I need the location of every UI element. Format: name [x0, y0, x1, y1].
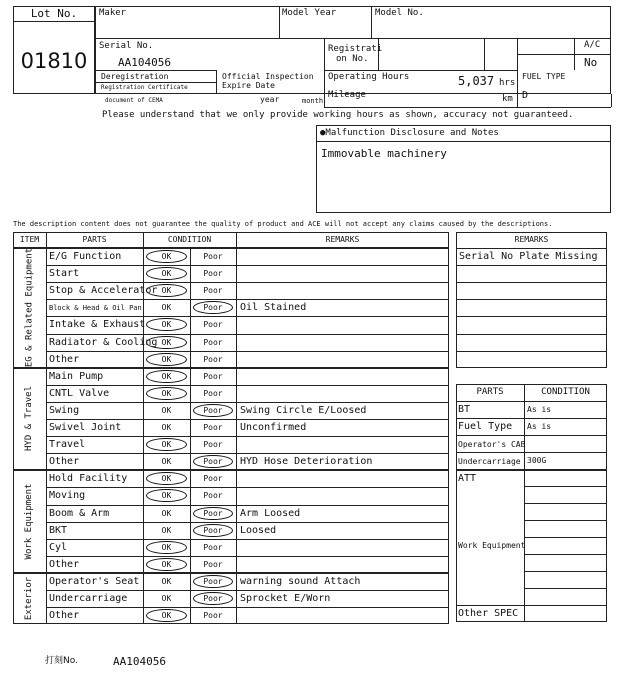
condition-poor: Poor	[203, 559, 223, 569]
condition-ok: OK	[161, 525, 172, 535]
inspection-label-1: Official Inspection	[222, 72, 314, 81]
inspection-label-2: Expire Date	[222, 81, 275, 90]
condition-ok: OK	[161, 491, 172, 501]
part-name: Other	[49, 353, 80, 365]
condition-ok: OK	[161, 559, 172, 569]
group-label: Exterior	[23, 576, 34, 620]
poor-circle-mark	[193, 592, 233, 605]
header-parts: PARTS	[82, 235, 107, 244]
group-label: EG & Related Equipment	[24, 247, 34, 367]
ac-value: No	[584, 56, 598, 69]
part-name: CNTL Valve	[49, 387, 110, 399]
malfunction-box	[316, 125, 611, 213]
condition-poor: Poor	[203, 388, 223, 398]
poor-circle-mark	[193, 507, 233, 520]
condition-poor: Poor	[203, 508, 223, 518]
registration-label-2: on No.	[336, 54, 369, 64]
header-remarks: REMARKS	[325, 235, 360, 244]
condition-poor: Poor	[203, 542, 223, 552]
condition-ok: OK	[161, 457, 172, 467]
condition-poor: Poor	[203, 286, 223, 296]
condition-poor: Poor	[203, 576, 223, 586]
condition-ok: OK	[161, 388, 172, 398]
spec-condition: As is	[527, 405, 552, 415]
condition-ok: OK	[161, 252, 172, 261]
mileage-label: Mileage	[328, 90, 366, 100]
part-name: Start	[49, 268, 80, 280]
reg-certificate-label: Registration Certificate	[101, 84, 188, 91]
part-name: Undercarriage	[49, 593, 128, 604]
condition-poor: Poor	[203, 423, 223, 432]
remark-text: Oil Stained	[240, 302, 307, 314]
ok-circle-mark	[146, 558, 187, 571]
condition-poor: Poor	[203, 474, 223, 484]
operating-hours-label: Operating Hours	[328, 72, 410, 82]
part-name: Swing	[49, 404, 80, 416]
remark-text: Loosed	[240, 524, 277, 536]
condition-poor: Poor	[203, 405, 223, 415]
lot-label: Lot No.	[30, 7, 78, 20]
disclaimer-text: The description content does not guarantee the quality of product and ACE will not accept any claims caused by the descriptions.	[13, 220, 553, 228]
spec-condition-header: CONDITION	[541, 387, 590, 397]
fuel-type-value: D	[522, 90, 529, 101]
other-spec-label: Other SPEC	[458, 608, 519, 620]
remark-text: Unconfirmed	[240, 422, 307, 433]
part-name: Swivel Joint	[49, 422, 122, 433]
part-name: Intake & Exhaust	[49, 319, 146, 331]
ok-circle-mark	[146, 541, 187, 554]
condition-ok: OK	[161, 474, 172, 484]
condition-poor: Poor	[203, 525, 223, 535]
condition-ok: OK	[161, 269, 172, 279]
condition-ok: OK	[161, 303, 172, 313]
cema-label: document of CEMA	[105, 97, 163, 104]
condition-ok: OK	[161, 354, 172, 364]
condition-ok: OK	[161, 337, 172, 347]
right-remarks-header: REMARKS	[514, 235, 549, 244]
lot-value: 01810	[20, 49, 88, 73]
spec-part: BT	[458, 404, 471, 416]
att-label: ATT	[458, 472, 477, 484]
group-label: Work Equipment	[24, 483, 34, 560]
poor-circle-mark	[193, 404, 233, 417]
condition-ok: OK	[161, 508, 172, 518]
spec-parts-header: PARTS	[476, 387, 504, 397]
spec-part: Fuel Type	[458, 421, 513, 433]
part-name: BKT	[49, 524, 68, 536]
serial-value: AA104056	[118, 56, 171, 69]
hrs-unit: hrs	[499, 78, 516, 88]
condition-ok: OK	[161, 320, 172, 330]
part-name: Travel	[49, 439, 86, 451]
condition-poor: Poor	[203, 457, 223, 467]
ok-circle-mark	[146, 370, 187, 383]
condition-ok: OK	[161, 576, 172, 586]
header-item: ITEM	[19, 235, 40, 244]
month-label: month	[302, 97, 324, 105]
part-name: Stop & Accelerator	[49, 285, 158, 297]
right-remark-text: Serial No Plate Missing	[459, 251, 598, 262]
km-unit: km	[502, 94, 513, 104]
condition-ok: OK	[161, 611, 172, 621]
poor-circle-mark	[193, 524, 233, 537]
condition-poor: Poor	[203, 354, 223, 364]
remark-text: Sprocket E/Worn	[240, 593, 331, 604]
spec-part: Undercarriage	[458, 457, 521, 467]
condition-ok: OK	[161, 594, 172, 603]
condition-ok: OK	[161, 423, 172, 432]
condition-poor: Poor	[203, 320, 223, 330]
spec-condition: As is	[527, 422, 552, 432]
part-name: Radiator & Cooling	[49, 336, 158, 348]
condition-ok: OK	[161, 440, 172, 450]
stamp-label: 打刻No.	[45, 656, 78, 666]
condition-poor: Poor	[203, 252, 223, 261]
condition-poor: Poor	[203, 491, 223, 501]
model-no-label: Model No.	[375, 8, 424, 18]
deregistration-label: Deregistration	[101, 72, 169, 81]
condition-ok: OK	[161, 371, 172, 381]
part-name: Other	[49, 610, 80, 622]
spec-condition: 300G	[527, 456, 547, 466]
poor-circle-mark	[193, 575, 233, 588]
part-name: Moving	[49, 490, 86, 502]
remark-text: HYD Hose Deterioration	[240, 456, 373, 468]
part-name: Boom & Arm	[49, 507, 110, 519]
part-name: Other	[49, 456, 80, 468]
ac-label: A/C	[584, 40, 601, 50]
part-name: Other	[49, 558, 80, 570]
operating-hours-value: 5,037	[458, 74, 495, 88]
remark-text: Arm Loosed	[240, 507, 301, 519]
part-name: Cyl	[49, 541, 68, 553]
malfunction-text: Immovable machinery	[321, 147, 447, 160]
part-name: E/G Function	[49, 251, 122, 262]
condition-poor: Poor	[203, 611, 223, 621]
malfunction-title: ●Malfunction Disclosure and Notes	[320, 128, 499, 138]
serial-label: Serial No.	[99, 41, 154, 51]
header-condition: CONDITION	[167, 235, 212, 244]
part-name: Hold Facility	[49, 473, 128, 485]
condition-poor: Poor	[203, 303, 223, 313]
condition-poor: Poor	[203, 371, 223, 381]
condition-poor: Poor	[203, 269, 223, 279]
remark-text: warning sound Attach	[240, 575, 361, 587]
condition-poor: Poor	[203, 594, 223, 603]
remark-text: Swing Circle E/Loosed	[240, 404, 367, 416]
condition-ok: OK	[161, 405, 172, 415]
model-year-label: Model Year	[282, 8, 337, 18]
part-name: Main Pump	[49, 370, 104, 382]
maker-label: Maker	[99, 8, 127, 18]
condition-poor: Poor	[203, 440, 223, 450]
part-name: Block & Head & Oil Pan	[49, 304, 142, 313]
fuel-type-label: FUEL TYPE	[522, 72, 566, 81]
stamp-value: AA104056	[113, 655, 166, 668]
group-label: HYD & Travel	[24, 385, 34, 452]
spec-part: Operator's CAB	[458, 440, 526, 450]
registration-label-1: Registrati	[328, 44, 383, 54]
ok-circle-mark	[146, 250, 187, 263]
condition-poor: Poor	[203, 337, 223, 347]
ok-circle-mark	[146, 387, 187, 400]
ok-circle-mark	[146, 353, 187, 366]
ok-circle-mark	[146, 336, 187, 349]
work-equipment-label: Work Equipment	[458, 541, 526, 551]
part-name: Operator's Seat	[49, 575, 140, 587]
notice-text: Please understand that we only provide working hours as shown, accuracy not guaranteed.	[102, 110, 574, 120]
year-label: year	[260, 95, 280, 104]
condition-ok: OK	[161, 286, 172, 296]
condition-ok: OK	[161, 542, 172, 552]
